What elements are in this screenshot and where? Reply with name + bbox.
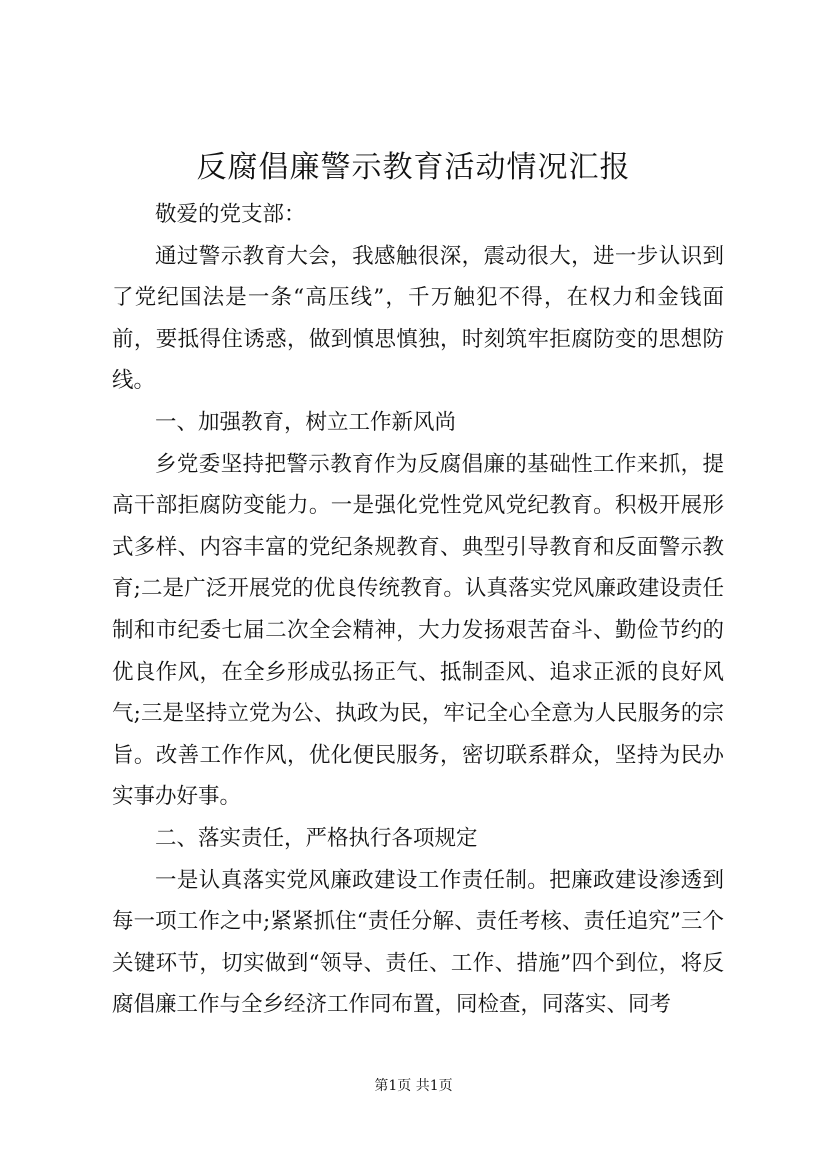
document-body <box>112 194 724 1026</box>
paragraph-section-1: 乡党委坚持把警示教育作为反腐倡廉的基础性工作来抓，提高干部拒腐防变能力。一是强化党性党风党纪教育。积极开展形式多样、内容丰富的党纪条规教育、典型引导教育和反面警示教育;二是广泛开展党的优良传统教育。认真落实党风廉政建设责任制和市纪委七届二次全会精神，大力发扬艰苦奋斗、勤俭节约的优良作风，在全乡形成弘扬正气、抵制歪风、追求正派的良好风气;三是坚持立党为公、执政为民，牢记全心全意为人民服务的宗旨。改善工作作风，优化便民服务，密切联系群众，坚持为民办实事办好事。 <box>112 451 724 810</box>
paragraph-section-2: 一是认真落实党风廉政建设工作责任制。把廉政建设渗透到每一项工作之中;紧紧抓住“责任分解、责任考核、责任追究”三个关键环节，切实做到“领导、责任、工作、措施”四个到位，将反腐倡廉工作与全乡经济工作同布置，同检查，同落实、同考 <box>112 867 724 1018</box>
page-footer: 第1页 共1页 <box>374 1078 453 1094</box>
paragraph-intro: 通过警示教育大会，我感触很深，震动很大，进一步认识到了党纪国法是一条“高压线”，千万触犯不得，在权力和金钱面前，要抵得住诱惑，做到慎思慎独，时刻筑牢拒腐防变的思想防线。 <box>112 243 724 394</box>
section-heading-2: 二、落实责任，严格执行各项规定 <box>155 825 478 851</box>
document-title: 反腐倡廉警示教育活动情况汇报 <box>196 150 631 185</box>
section-heading-1: 一、加强教育，树立工作新风尚 <box>155 409 457 435</box>
salutation: 敬爱的党支部： <box>155 202 306 227</box>
